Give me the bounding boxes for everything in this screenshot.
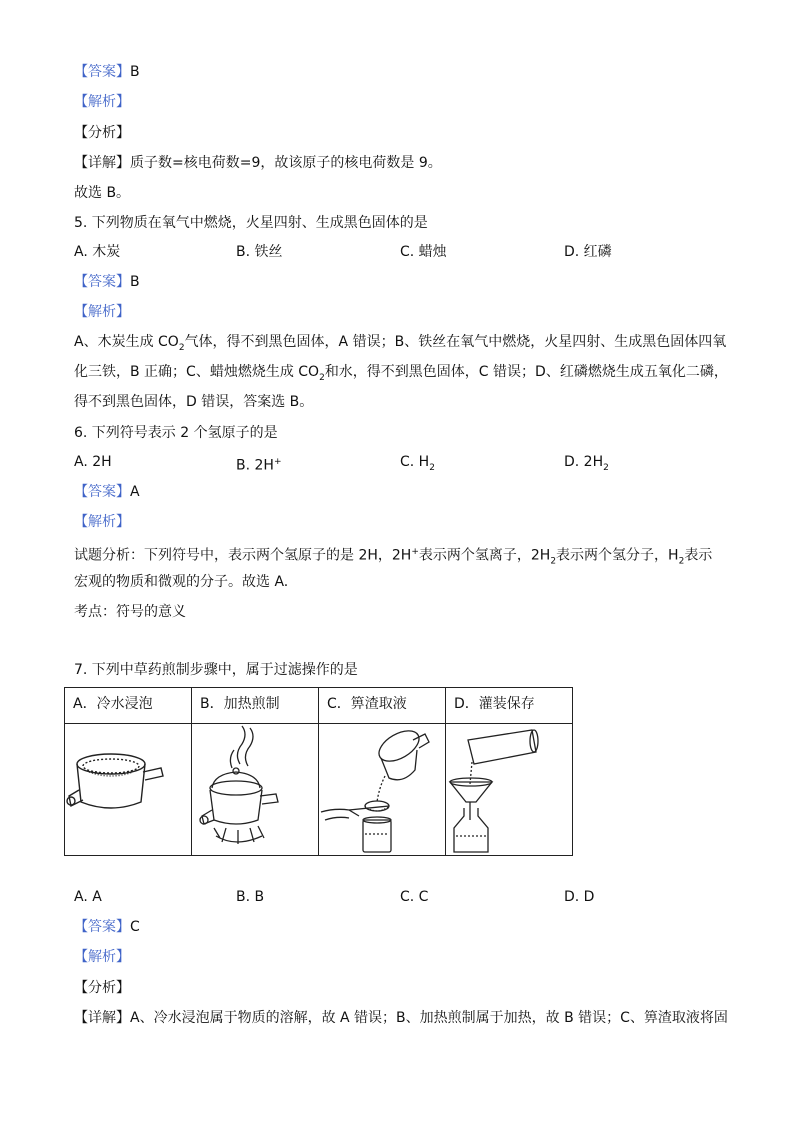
q6-jiexi-tag: 【解析】 xyxy=(74,514,130,530)
q7-image-b xyxy=(192,724,319,856)
detail-tag: 【详解】 xyxy=(74,155,130,171)
q7-stem: 7. 下列中草药煎制步骤中，属于过滤操作的是 xyxy=(74,662,358,678)
q6-kaodian: 考点：符号的意义 xyxy=(74,604,186,620)
text: A、木炭生成 CO xyxy=(74,334,179,350)
answer-value: B xyxy=(130,274,140,290)
answer-tag: 【答案】 xyxy=(74,484,130,500)
soaking-pot-illustration xyxy=(65,724,183,855)
q7-detail-line xyxy=(74,1009,728,1027)
superscript: + xyxy=(273,457,282,467)
text: 和水，得不到黑色固体，C 错误；D、红磷燃烧生成五氧化二磷， xyxy=(324,364,728,380)
text: 化三铁，B 正确；C、蜡烛燃烧生成 CO xyxy=(74,364,320,380)
text: B. 2H xyxy=(236,457,274,474)
q6-option-c xyxy=(400,453,435,477)
q7-image-d xyxy=(446,724,573,856)
answer-value: C xyxy=(130,919,140,935)
q5-stem: 5. 下列物质在氧气中燃烧，火星四射、生成黑色固体的是 xyxy=(74,215,428,231)
heating-pot-illustration xyxy=(192,724,310,855)
q7-figure-table xyxy=(64,687,573,856)
text: 气体，得不到黑色固体，A 错误；B、铁丝在氧气中燃烧，火星四射、生成黑色固体四氧 xyxy=(184,334,727,350)
bottling-illustration xyxy=(446,724,564,855)
subscript: 2 xyxy=(178,342,185,353)
answer-tag: 【答案】 xyxy=(74,274,130,290)
q5-analysis-line-3: 得不到黑色固体，D 错误，答案选 B。 xyxy=(74,394,314,410)
subscript: 2 xyxy=(603,462,609,473)
detail-text: A、冷水浸泡属于物质的溶解，故 A 错误；B、加热煎制属于加热，故 B 错误；C、箅渣取液将固 xyxy=(130,1010,728,1026)
q7-image-c xyxy=(319,724,446,856)
text: C. H xyxy=(400,454,430,470)
q4-fenxi-tag: 【分析】 xyxy=(74,125,130,141)
q5-analysis-line-1 xyxy=(74,333,726,357)
answer-tag: 【答案】 xyxy=(74,919,130,935)
q7-fenxi-tag: 【分析】 xyxy=(74,980,130,996)
answer-value: A xyxy=(130,484,140,500)
q5-option-a: A. 木炭 xyxy=(74,244,121,260)
q6-option-b xyxy=(236,453,282,475)
q5-answer-line xyxy=(74,273,140,291)
q7-header-d: D．灌装保存 xyxy=(446,688,573,724)
q6-analysis-line-2: 宏观的物质和微观的分子。故选 A. xyxy=(74,574,289,590)
q5-option-d: D. 红磷 xyxy=(564,244,612,260)
q7-option-d: D. D xyxy=(564,889,595,905)
detail-tag: 【详解】 xyxy=(74,1010,130,1026)
q4-conclusion: 故选 B。 xyxy=(74,185,131,201)
q6-analysis-line-1 xyxy=(74,543,712,570)
q6-option-d xyxy=(564,453,609,477)
text: D. 2H xyxy=(564,454,604,470)
q7-image-a xyxy=(65,724,192,856)
text: 试题分析：下列符号中，表示两个氢原子的是 2H，2H xyxy=(74,547,412,564)
answer-tag: 【答案】 xyxy=(74,64,130,80)
q7-option-c: C. C xyxy=(400,889,429,905)
q5-analysis-line-2 xyxy=(74,363,728,387)
q6-stem: 6. 下列符号表示 2 个氢原子的是 xyxy=(74,425,278,441)
answer-value: B xyxy=(130,64,140,80)
q5-option-b: B. 铁丝 xyxy=(236,244,283,260)
q6-option-a: A. 2H xyxy=(74,454,112,470)
subscript: 2 xyxy=(550,556,557,567)
q7-answer-line xyxy=(74,918,140,936)
text: 表示两个氢离子，2H xyxy=(418,547,551,564)
q5-jiexi-tag: 【解析】 xyxy=(74,304,130,320)
q4-detail-line xyxy=(74,154,442,172)
q7-header-a: A．冷水浸泡 xyxy=(65,688,192,724)
detail-text: 质子数=核电荷数=9，故该原子的核电荷数是 9。 xyxy=(130,155,442,171)
q7-jiexi-tag: 【解析】 xyxy=(74,949,130,965)
q4-jiexi-tag: 【解析】 xyxy=(74,94,130,110)
q4-answer-line xyxy=(74,63,140,81)
q7-header-c: C．箅渣取液 xyxy=(319,688,446,724)
superscript: + xyxy=(411,547,419,557)
filtering-illustration xyxy=(319,724,437,855)
q7-header-b: B．加热煎制 xyxy=(192,688,319,724)
text: 表示两个氢分子，H xyxy=(556,547,679,564)
q5-option-c: C. 蜡烛 xyxy=(400,244,447,260)
q7-option-a: A. A xyxy=(74,889,102,905)
subscript: 2 xyxy=(319,372,325,383)
subscript: 2 xyxy=(429,462,435,473)
q7-option-b: B. B xyxy=(236,889,265,905)
subscript: 2 xyxy=(678,556,685,567)
q6-answer-line xyxy=(74,483,140,501)
text: 表示 xyxy=(684,547,713,564)
